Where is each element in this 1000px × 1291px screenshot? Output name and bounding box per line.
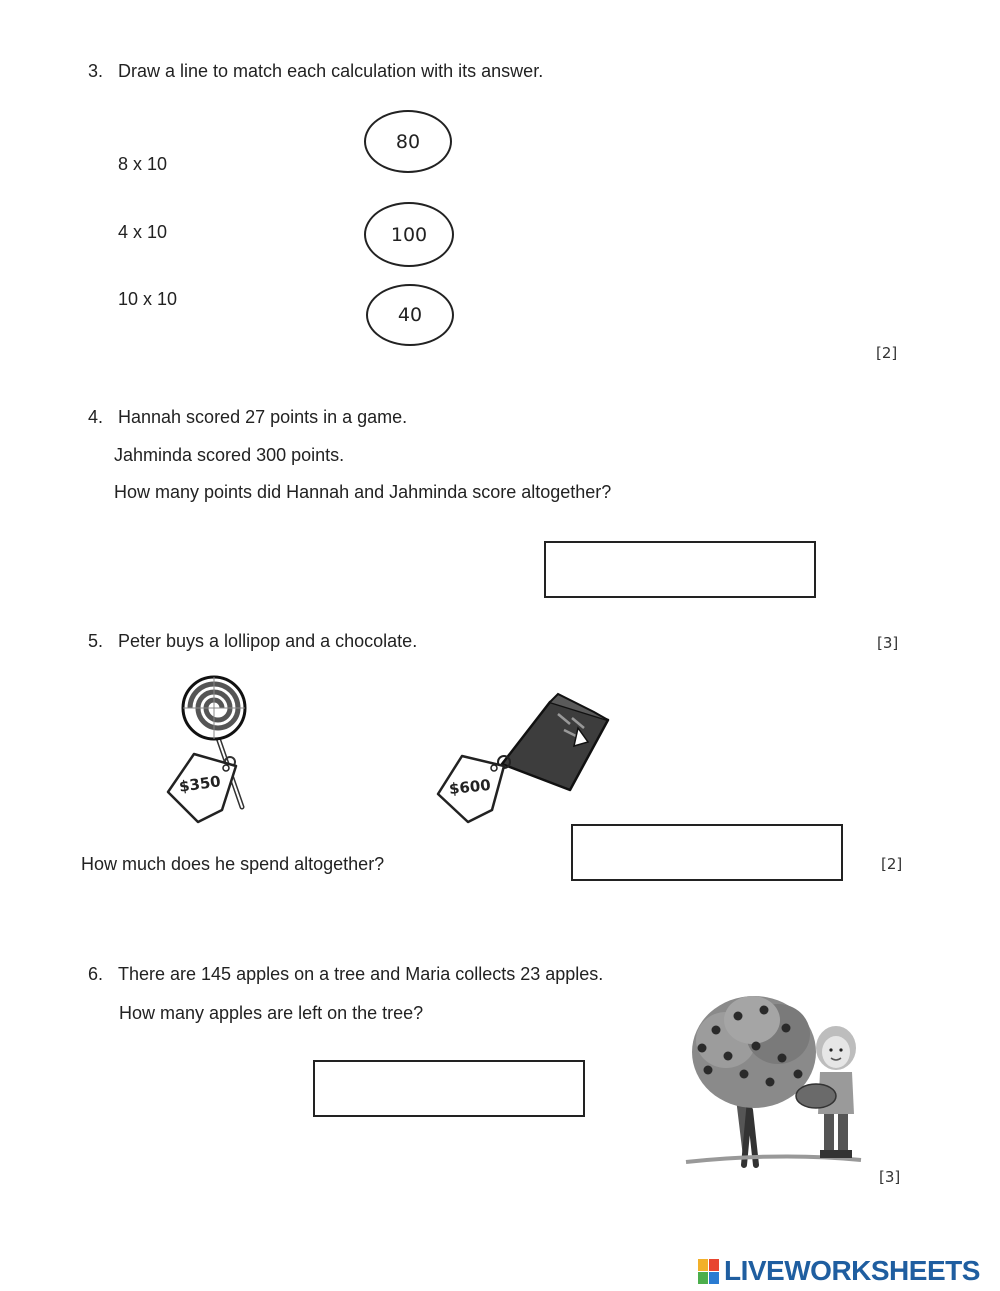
q5-answer-box[interactable] [571, 824, 843, 881]
q5-question: How much does he spend altogether? [81, 854, 385, 874]
liveworksheets-logo[interactable] [698, 1255, 996, 1287]
q4-line-1: Hannah scored 27 points in a game. [118, 407, 408, 427]
q6-number: 6. [88, 964, 104, 984]
q6-line-2: How many apples are left on the tree? [119, 1003, 424, 1023]
q3-prompt: Draw a line to match each calculation with its answer. [118, 61, 544, 81]
q6-marks: [3] [879, 1168, 901, 1186]
q3-marks: [2] [876, 344, 898, 362]
q3-answer-oval-1[interactable]: 80 [364, 110, 452, 173]
liveworksheets-logo-text: LIVEWORKSHEETS [724, 1255, 980, 1286]
apple-tree-image [686, 990, 876, 1170]
q3-calculation-3[interactable]: 10 x 10 [118, 289, 178, 309]
q6-answer-box[interactable] [313, 1060, 585, 1117]
q3-calculation-1[interactable]: 8 x 10 [118, 154, 168, 174]
q3-number: 3. [88, 61, 104, 81]
q4-line-2: Jahminda scored 300 points. [114, 445, 345, 465]
q3-calculation-2[interactable]: 4 x 10 [118, 222, 168, 242]
q4-number: 4. [88, 407, 104, 427]
liveworksheets-logo-icon [698, 1259, 720, 1285]
q5-prompt: Peter buys a lollipop and a chocolate. [118, 631, 418, 651]
q5-marks: [2] [881, 855, 903, 873]
q3-answer-oval-3[interactable]: 40 [366, 284, 454, 346]
lollipop-price: $350 [177, 772, 222, 796]
q4-answer-box[interactable] [544, 541, 816, 598]
q6-line-1: There are 145 apples on a tree and Maria collects 23 apples. [118, 964, 604, 984]
chocolate-price: $600 [448, 775, 492, 799]
q5-number: 5. [88, 631, 104, 651]
q3-answer-oval-2[interactable]: 100 [364, 202, 454, 267]
q4-line-3: How many points did Hannah and Jahminda score altogether? [114, 482, 612, 502]
q4-marks: [3] [877, 634, 899, 652]
